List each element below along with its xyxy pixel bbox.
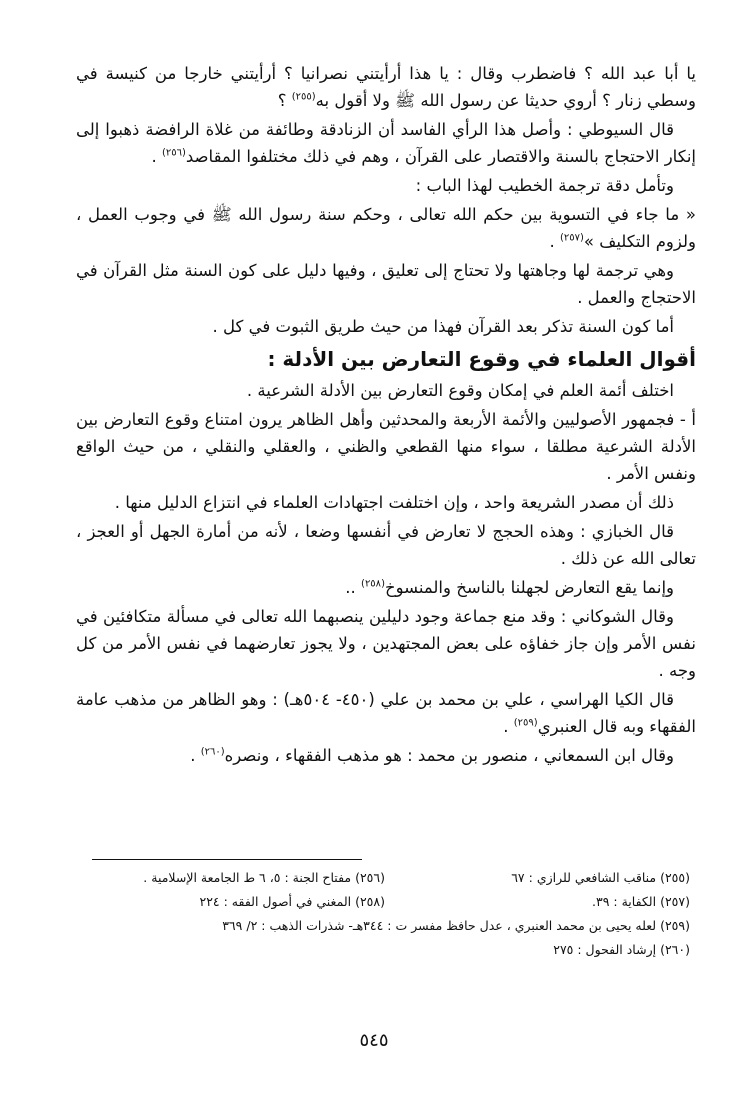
paragraph-7: اختلف أئمة العلم في إمكان وقوع التعارض بين الأدلة الشرعية .	[246, 381, 674, 400]
footnote-255: (٢٥٥) مناقب الشافعي للرازي : ٦٧	[511, 870, 690, 885]
main-text	[76, 60, 696, 771]
paragraph-11: وإنما يقع التعارض لجهلنا بالناسخ والمنسوخ$^{(٢٥٨)}$ ..	[345, 578, 674, 597]
footnote-ref-256[interactable]: (٢٥٦)	[161, 147, 186, 159]
footnote-row-2	[80, 890, 690, 914]
paragraph-5: وهي ترجمة لها وجاهتها ولا تحتاج إلى تعليق ، وفيها دليل على كون السنة مثل القرآن في الاحتجاج والعمل .	[76, 261, 696, 307]
footnote-259: (٢٥٩) لعله يحيى بن محمد العنبري ، عدل حافظ مفسر ت : ٣٤٤هـ- شذرات الذهب : ٢/ ٣٦٩	[222, 918, 690, 933]
footnote-257: (٢٥٧) الكفاية : ٣٩.	[592, 894, 690, 909]
paragraph-9: ذلك أن مصدر الشريعة واحد ، وإن اختلفت اجتهادات العلماء في انتزاع الدليل منها .	[114, 493, 674, 512]
paragraph-6: أما كون السنة تذكر بعد القرآن فهذا من حيث طريق الثبوت في كل .	[212, 317, 674, 336]
paragraph-10: قال الخبازي : وهذه الحجج لا تعارض في أنفسها وضعا ، لأنه من أمارة الجهل أو العجز ، تعالى الله عن ذلك .	[76, 522, 696, 568]
footnote-258: (٢٥٨) المغني في أصول الفقه : ٢٢٤	[199, 894, 385, 909]
paragraph-8: أ - فجمهور الأصوليين والأئمة الأربعة والمحدثين وأهل الظاهر يرون امتناع وقوع التعارض بين الأدلة الشرعية مطلقا ، سواء منها القطعي والظني ، والعقلي والنقلي ، من حيث الواقع ونفس الأمر .	[76, 410, 696, 483]
page-number: ٥٤٥	[359, 1030, 389, 1051]
footnote-divider	[92, 859, 362, 860]
footnote-260: (٢٦٠) إرشاد الفحول : ٢٧٥	[553, 942, 690, 957]
paragraph-12: وقال الشوكاني : وقد منع جماعة وجود دليلين ينصبهما الله تعالى في مسألة متكافئين في نفس الأمر وإن جاز خفاؤه على بعض المجتهدين ، ولا يجوز تعارضهما في نفس الأمر من كل وجه .	[76, 607, 696, 680]
footnote-256: (٢٥٦) مفتاح الجنة : ٥، ٦ ط الجامعة الإسلامية .	[143, 870, 385, 885]
paragraph-2: قال السيوطي : وأصل هذا الرأي الفاسد أن الزنادقة وطائفة من غلاة الرافضة ذهبوا إلى إنكار الاحتجاج بالسنة والاقتصار على القرآن ، وهم في ذلك مختلفوا المقاصد$^{(٢٥٦)}$ .	[76, 120, 696, 166]
paragraph-3: وتأمل دقة ترجمة الخطيب لهذا الباب :	[415, 176, 674, 195]
footnote-ref-255[interactable]: (٢٥٥)	[291, 91, 316, 103]
paragraph-1: يا أبا عبد الله ؟ فاضطرب وقال : يا هذا أرأيتني نصرانيا ؟ أرأيتني خارجا من كنيسة في وسطي زنار ؟ أروي حديثا عن رسول الله ﷺ ولا أقول به$^{(٢٥٥)}$ ؟	[76, 64, 696, 110]
footnote-ref-260[interactable]: (٢٦٠)	[200, 746, 225, 758]
paragraph-14: وقال ابن السمعاني ، منصور بن محمد : هو مذهب الفقهاء ، ونصره$^{(٢٦٠)}$ .	[190, 746, 674, 765]
footnote-ref-257[interactable]: (٢٥٧)	[559, 232, 584, 244]
footnote-row-1	[80, 866, 690, 890]
footnotes	[80, 866, 690, 962]
footnote-row-4	[80, 938, 690, 962]
footnote-ref-259[interactable]: (٢٥٩)	[513, 717, 538, 729]
footnote-row-3	[80, 914, 690, 938]
paragraph-13: قال الكيا الهراسي ، علي بن محمد بن علي (٤٥٠- ٥٠٤هـ) : وهو الظاهر من مذهب عامة الفقهاء وبه قال العنبري$^{(٢٥٩)}$ .	[76, 690, 696, 736]
footnote-ref-258[interactable]: (٢٥٨)	[361, 578, 385, 590]
section-heading: أقوال العلماء في وقوع التعارض بين الأدلة :	[267, 347, 696, 371]
paragraph-4-quote: « ما جاء في التسوية بين حكم الله تعالى ، وحكم سنة رسول الله ﷺ في وجوب العمل ، ولزوم التكليف »$^{(٢٥٧)}$ .	[76, 205, 696, 251]
